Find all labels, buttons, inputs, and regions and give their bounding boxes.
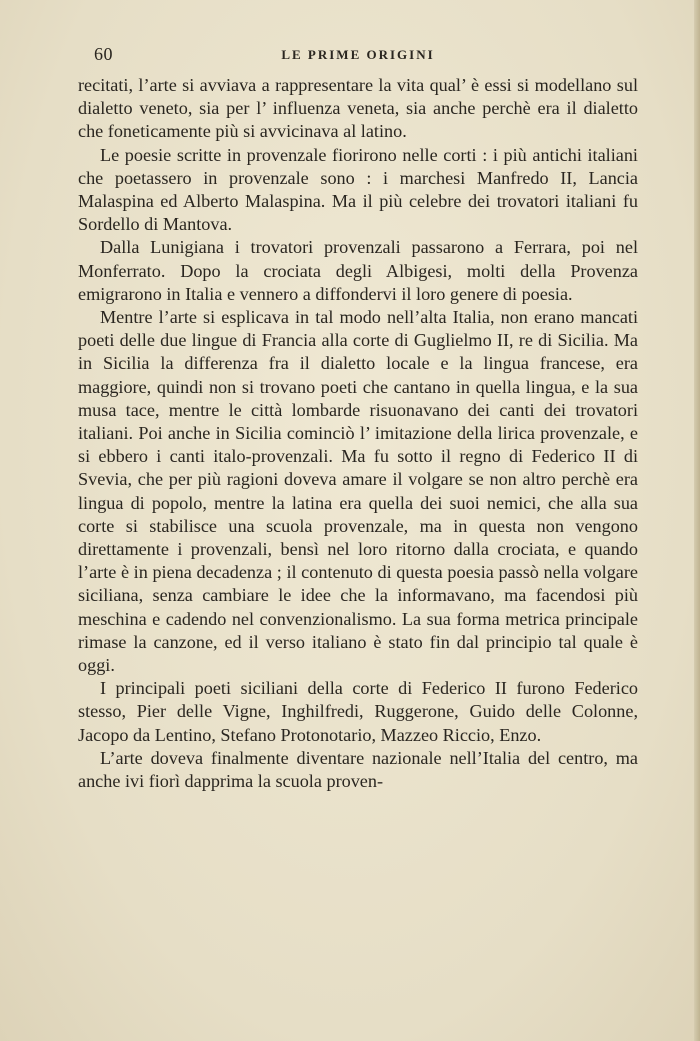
- page-number: 60: [94, 44, 113, 64]
- paragraph-italia-centro: L’arte doveva finalmente diventare nazionale nell’Italia del centro, ma anche ivi fiorì dapprima la scuola proven-: [78, 747, 638, 792]
- paragraph-continued: recitati, l’arte si avviava a rappresentare la vita qual’ è essi si modellano sul dialetto veneto, sia per l’ influenza veneta, sia anche perchè era il dialetto che foneticamente più si avvicinava al latino.: [78, 75, 638, 142]
- paragraph-sicilia: Mentre l’arte si esplicava in tal modo nell’alta Italia, non erano mancati poeti delle due lingue di Francia alla corte di Guglielmo II, re di Sicilia. Ma in Sicilia la differenza fra il dialetto locale e la lingua francese, era maggiore, quindi non si trovano poeti che cantano in quella lingua, e la sua musa tace, mentre le città lombarde risuonavano dei canti dei trovatori italiani. Poi anche in Sicilia cominciò l’ imitazione della lirica provenzale, e si ebbero i canti italo-provenzali. Ma fu sotto il regno di Federico II di Svevia, che per più ragioni doveva amare il volgare se non altro perchè era lingua di popolo, mentre la latina era quella dei suoi nemici, che alla sua corte si stabilisce una scuola provenzale, ma in questa non vengono direttamente i provenzali, bensì nel loro ritorno dalla crociata, e quando l’arte è in piena decadenza ; il contenuto di questa poesia passò nella volgare siciliana, senza cambiare le idee che la informavano, ma facendosi più meschina e cadendo nel convenzionalismo. La sua forma metrica principale rimase la canzone, ed il verso italiano è stato fin dal principio tal quale è oggi.: [78, 307, 638, 676]
- page-edge: [694, 0, 700, 1041]
- paragraph-lunigiana: Dalla Lunigiana i trovatori provenzali passarono a Ferrara, poi nel Monferrato. Dopo la crociata degli Albigesi, molti della Provenza emigrarono in Italia e vennero a diffondervi il loro genere di poesia.: [78, 237, 638, 304]
- running-title: LE PRIME ORIGINI: [281, 47, 435, 62]
- paragraph-poeti-siciliani: I principali poeti siciliani della corte di Federico II furono Federico stesso, Pier delle Vigne, Inghilfredi, Ruggerone, Guido delle Colonne, Jacopo da Lentino, Stefano Protonotario, Mazzeo Riccio, Enzo.: [78, 678, 638, 745]
- paragraph-provenzale-corti: Le poesie scritte in provenzale fiorirono nelle corti : i più antichi italiani che poetassero in provenzale sono : i marchesi Manfredo II, Lancia Malaspina ed Alberto Malaspina. Ma il più celebre dei trovatori italiani fu Sordello di Mantova.: [78, 144, 638, 235]
- running-head: [78, 44, 638, 70]
- body-text: [78, 74, 638, 793]
